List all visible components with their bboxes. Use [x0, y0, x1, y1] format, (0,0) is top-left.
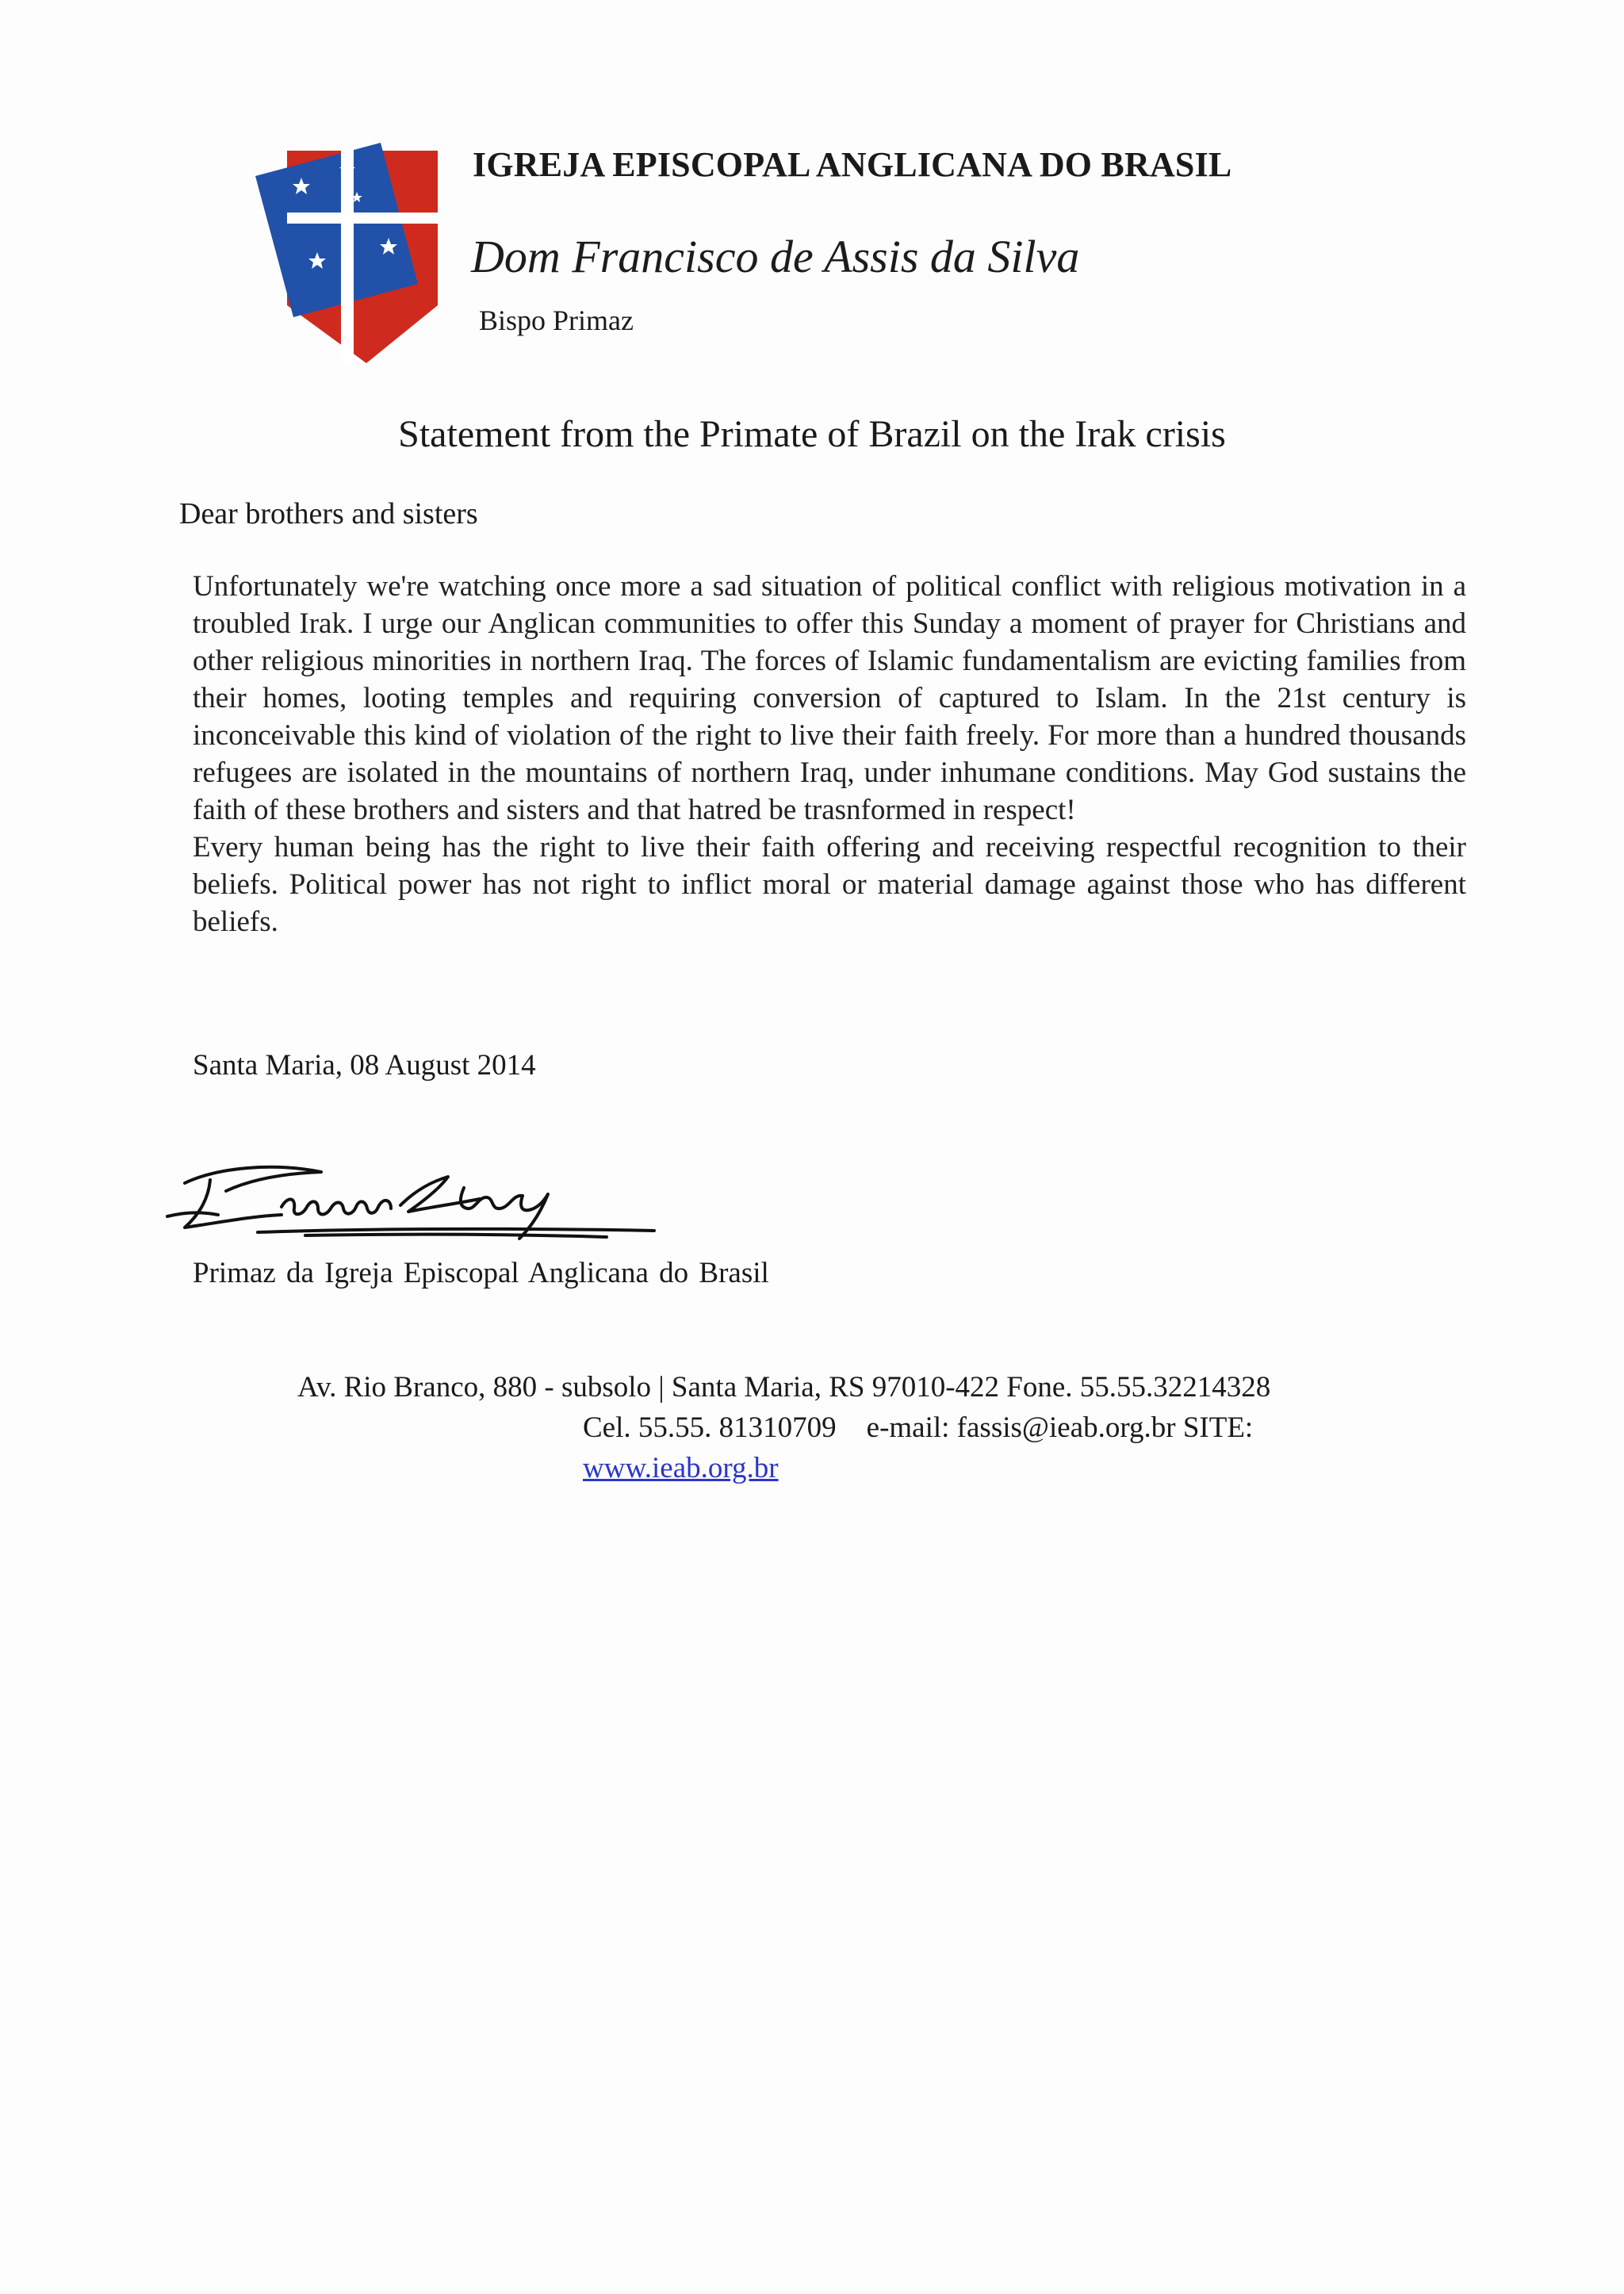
footer-cel: Cel. 55.55. 81310709: [583, 1411, 837, 1444]
salutation: Dear brothers and sisters: [179, 497, 478, 530]
date-line: Santa Maria, 08 August 2014: [193, 1049, 536, 1082]
footer-address: Av. Rio Branco, 880 - subsolo | Santa Maria, RS 97010-422 Fone. 55.55.32214328: [297, 1371, 1271, 1404]
body-paragraph: Unfortunately we're watching once more a sad situation of political conflict with religious motivation in a troubled Irak. I urge our Anglican communities to offer this Sunday a moment of prayer for Christians and other religious minorities in northern Iraq. The forces of Islamic fundamentalism are evicting families from their homes, looting temples and requiring conversion of captured to Islam. In the 21st century is inconceivable this kind of violation of the right to live their faith freely. For more than a hundred thousands refugees are isolated in the mountains of northern Iraq, under inhumane conditions. May God sustains the faith of these brothers and sisters and that hatred be trasnformed in respect!: [193, 570, 1466, 826]
website-link[interactable]: www.ieab.org.br: [583, 1452, 779, 1484]
anglican-shield-logo: [255, 143, 438, 363]
body-paragraph: Every human being has the right to live their faith offering and receiving respectful recognition to their beliefs. Political power has not right to inflict moral or material damage against those who has different beliefs.: [193, 831, 1466, 938]
bishop-name: Dom Francisco de Assis da Silva: [471, 231, 1080, 282]
footer-email: e-mail: fassis@ieab.org.br SITE:: [866, 1411, 1254, 1444]
footer-contact: [583, 1411, 1253, 1445]
statement-body: [193, 568, 1466, 940]
handwritten-signature: [163, 1156, 670, 1245]
bishop-title: Bispo Primaz: [479, 304, 634, 336]
organization-name: IGREJA EPISCOPAL ANGLICANA DO BRASIL: [473, 145, 1232, 184]
signatory-title: Primaz da Igreja Episcopal Anglicana do Brasil: [193, 1257, 769, 1289]
statement-title: Statement from the Primate of Brazil on the Irak crisis: [398, 413, 1226, 455]
